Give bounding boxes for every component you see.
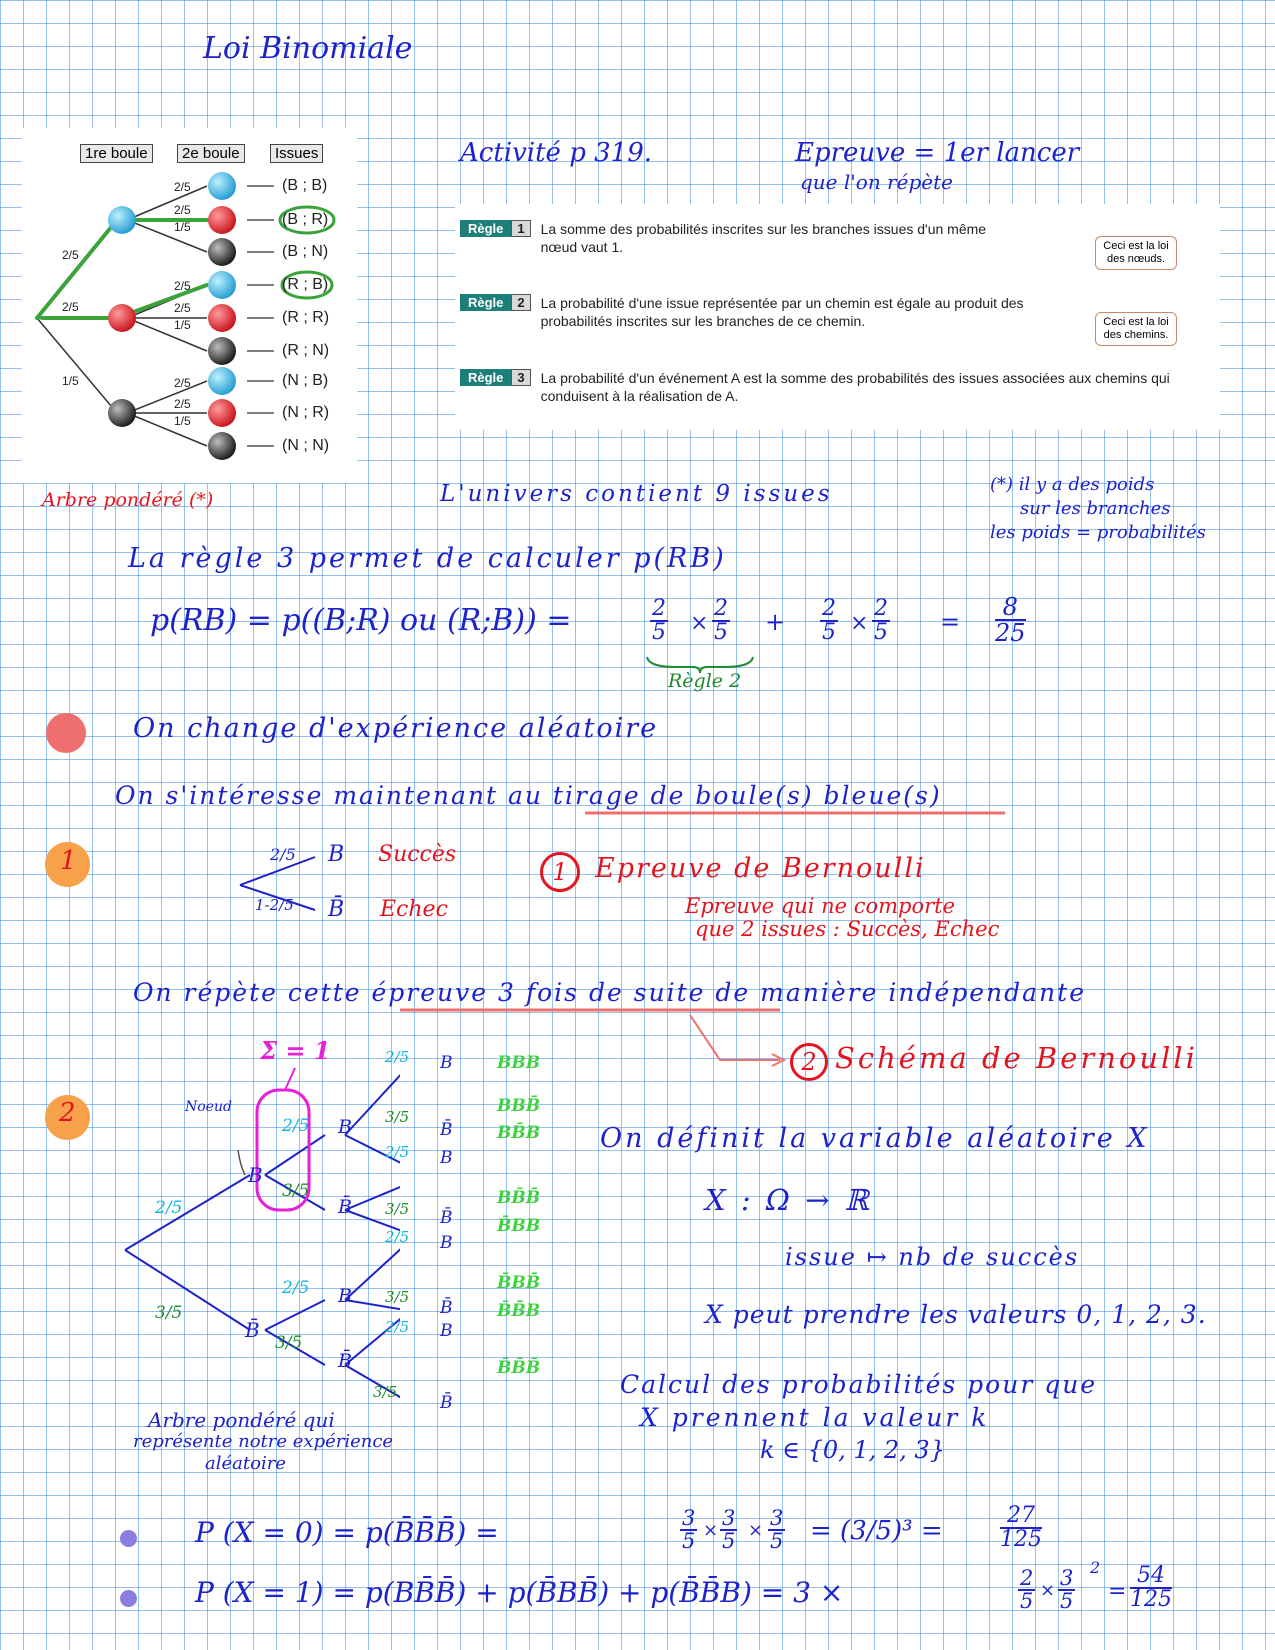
regle3-note: La règle 3 permet de calculer p(RB) bbox=[128, 543, 727, 574]
star-note-1: (*) il y a des poids bbox=[990, 474, 1155, 495]
scheme-tree bbox=[120, 1050, 400, 1430]
scheme-last-2: 3/5 bbox=[385, 1108, 410, 1126]
p1-square: 2 bbox=[1090, 1558, 1101, 1577]
rule-1-tag: Règle bbox=[460, 220, 511, 237]
issue-map-note: issue ↦ nb de succès bbox=[785, 1243, 1080, 1271]
p0-times-2: × bbox=[748, 1520, 764, 1541]
scheme-mid-node-1: B bbox=[338, 1116, 352, 1138]
prb-frac-3: $\frac{2}{5}$ bbox=[822, 596, 836, 645]
scheme-node-b: B bbox=[248, 1163, 263, 1187]
interest-note: On s'intéresse maintenant au tirage de boule(s) bleue(s) bbox=[115, 781, 942, 810]
repete-note: On répète cette épreuve 3 fois de suite de manière indépendante bbox=[133, 978, 1086, 1007]
arbre-note-3: aléatoire bbox=[205, 1453, 286, 1474]
circled-two: 2 bbox=[790, 1043, 828, 1081]
header-second-ball: 2e boule bbox=[177, 144, 245, 163]
header-issues: Issues bbox=[270, 144, 323, 163]
circled-one: 1 bbox=[540, 852, 580, 892]
outcome-6: B̄BB̄ bbox=[497, 1273, 541, 1293]
scheme-leaf-8: B̄ bbox=[440, 1393, 453, 1413]
prob-s1b: 2/5 bbox=[174, 203, 191, 217]
prob-s2b: 2/5 bbox=[174, 301, 191, 315]
bernoulli-def-1: Epreuve qui ne comporte bbox=[685, 894, 956, 918]
issue-1: (B ; B) bbox=[282, 177, 328, 194]
salmon-bullet bbox=[46, 713, 86, 753]
univers-note: L'univers contient 9 issues bbox=[440, 481, 833, 507]
p1-frac-1: $\frac{2}{5}$ bbox=[1020, 1566, 1034, 1613]
prob-s2a: 2/5 bbox=[174, 279, 191, 293]
outcome-2: BBB̄ bbox=[497, 1096, 541, 1116]
scheme-last-3: 2/5 bbox=[385, 1143, 410, 1161]
issue-2: (B ; R) bbox=[282, 211, 329, 228]
change-note: On change d'expérience aléatoire bbox=[133, 713, 659, 744]
rule-1 bbox=[460, 220, 1021, 256]
p0-times-1: × bbox=[703, 1520, 719, 1541]
outcome-1: BBB bbox=[497, 1053, 541, 1073]
scheme-leaf-3: B bbox=[440, 1148, 453, 1168]
violet-bullet-1 bbox=[120, 1530, 137, 1547]
scheme-last-7: 2/5 bbox=[385, 1318, 410, 1336]
rule-3 bbox=[460, 369, 1191, 405]
violet-bullet-2 bbox=[120, 1590, 137, 1607]
scheme-mid-4: 3/5 bbox=[275, 1333, 303, 1353]
activity-epreuve-2: que l'on répète bbox=[800, 170, 953, 194]
prob-b1: 2/5 bbox=[62, 248, 79, 262]
p1-eq: = bbox=[1108, 1579, 1127, 1604]
issue-3: (B ; N) bbox=[282, 243, 329, 260]
textbook-tree-image bbox=[22, 128, 357, 483]
prb-frac-1: $\frac{2}{5}$ bbox=[652, 596, 666, 645]
rule-1-text: La somme des probabilités inscrites sur les branches issues d'un même nœud vaut 1. bbox=[540, 221, 987, 256]
rule-1-bubble: Ceci est la loi des nœuds. bbox=[1095, 236, 1177, 270]
issue-5: (R ; R) bbox=[282, 309, 330, 326]
rule-1-num: 1 bbox=[511, 220, 530, 237]
issue-6: (R ; N) bbox=[282, 342, 330, 359]
rule-3-tag: Règle bbox=[460, 369, 511, 386]
bern-prob-1: 2/5 bbox=[270, 845, 296, 864]
scheme-leaf-5: B bbox=[440, 1233, 453, 1253]
p0-lhs: P (X = 0) = p(B̄B̄B̄) = bbox=[195, 1516, 499, 1549]
scheme-last-1: 2/5 bbox=[385, 1048, 410, 1066]
calcul-1: Calcul des probabilités pour que bbox=[620, 1370, 1098, 1399]
regle2-label: Règle 2 bbox=[668, 670, 742, 692]
p1-lhs: P (X = 1) = p(BB̄B̄) + p(B̄BB̄) + p(B̄B̄B) = 3 × bbox=[195, 1576, 844, 1609]
schema-label: Schéma de Bernoulli bbox=[835, 1041, 1198, 1075]
prob-s1a: 2/5 bbox=[174, 180, 191, 194]
prb-plus: + bbox=[765, 608, 786, 636]
calcul-2: X prennent la valeur k bbox=[640, 1403, 990, 1432]
repete-underline-arrow bbox=[400, 1005, 830, 1085]
prob-s3c: 1/5 bbox=[174, 414, 191, 428]
outcome-4: BB̄B̄ bbox=[497, 1188, 541, 1208]
tree-caption: Arbre pondéré (*) bbox=[42, 489, 214, 511]
rules-image bbox=[455, 204, 1220, 430]
prb-frac-2: $\frac{2}{5}$ bbox=[714, 596, 728, 645]
scheme-leaf-2: B̄ bbox=[440, 1120, 453, 1140]
noeud-label: Noeud bbox=[185, 1099, 232, 1115]
p1-result: $\frac{54}{125}$ bbox=[1130, 1563, 1172, 1612]
prb-result: $\frac{8}{25}$ bbox=[995, 593, 1026, 647]
scheme-mid-1: 2/5 bbox=[282, 1116, 310, 1136]
prb-frac-4: $\frac{2}{5}$ bbox=[874, 596, 888, 645]
header-first-ball: 1re boule bbox=[80, 144, 153, 163]
prob-s1c: 1/5 bbox=[174, 220, 191, 234]
page-title: Loi Binomiale bbox=[203, 31, 413, 66]
scheme-leaf-1: B bbox=[440, 1053, 453, 1073]
outcome-5: B̄BB bbox=[497, 1216, 541, 1236]
arbre-note-1: Arbre pondéré qui bbox=[148, 1408, 335, 1432]
bernoulli-label: Epreuve de Bernoulli bbox=[595, 853, 926, 884]
prb-lhs: p(RB) = p((B;R) ou (R;B)) = bbox=[150, 603, 572, 638]
prb-times-1: × bbox=[690, 611, 709, 636]
orange-bullet-1-label: 1 bbox=[60, 846, 77, 876]
rule-3-num: 3 bbox=[511, 369, 530, 386]
prob-s3b: 2/5 bbox=[174, 397, 191, 411]
outcome-7: B̄B̄B bbox=[497, 1301, 541, 1321]
star-note-3: les poids = probabilités bbox=[990, 522, 1206, 543]
activity-epreuve: Epreuve = 1er lancer bbox=[795, 138, 1080, 168]
prob-b3: 1/5 bbox=[62, 374, 79, 388]
scheme-last-8: 3/5 bbox=[373, 1383, 398, 1401]
p1-times: × bbox=[1040, 1580, 1056, 1601]
p0-frac-2: $\frac{3}{5}$ bbox=[722, 1506, 736, 1553]
prb-times-2: × bbox=[850, 611, 869, 636]
rule-2-tag: Règle bbox=[460, 294, 511, 311]
prob-s2c: 1/5 bbox=[174, 318, 191, 332]
p0-rhs: = (3/5)³ = bbox=[810, 1516, 943, 1546]
scheme-mid-node-2: B̄ bbox=[338, 1196, 352, 1218]
prb-eq: = bbox=[940, 608, 961, 636]
arbre-note-2: représente notre expérience bbox=[133, 1431, 394, 1452]
scheme-mid-node-3: B bbox=[338, 1285, 352, 1307]
scheme-mid-3: 2/5 bbox=[282, 1278, 310, 1298]
xmap-note: X : Ω → ℝ bbox=[705, 1183, 872, 1217]
activity-ref: Activité p 319. bbox=[460, 138, 653, 168]
scheme-leaf-6: B̄ bbox=[440, 1298, 453, 1318]
p0-frac-3: $\frac{3}{5}$ bbox=[770, 1506, 784, 1553]
scheme-last-6: 3/5 bbox=[385, 1288, 410, 1306]
rule-2-num: 2 bbox=[511, 294, 530, 311]
rule-3-text: La probabilité d'un événement A est la somme des probabilités des issues associées aux chemins qui conduisent à la réalisation de A. bbox=[540, 370, 1170, 405]
outcome-3: BB̄B bbox=[497, 1123, 541, 1143]
p0-frac-1: $\frac{3}{5}$ bbox=[682, 1506, 696, 1553]
issue-7: (N ; B) bbox=[282, 372, 329, 389]
scheme-l1-top: 2/5 bbox=[155, 1198, 183, 1218]
bern-node-b: B bbox=[328, 842, 345, 867]
p1-frac-2: $\frac{3}{5}$ bbox=[1060, 1566, 1074, 1613]
rule-2 bbox=[460, 294, 1041, 330]
scheme-last-5: 2/5 bbox=[385, 1228, 410, 1246]
sigma-label: Σ = 1 bbox=[260, 1036, 331, 1065]
scheme-mid-2: 3/5 bbox=[282, 1181, 310, 1201]
rule-2-bubble: Ceci est la loi des chemins. bbox=[1095, 312, 1177, 346]
issue-4: (R ; B) bbox=[282, 276, 329, 293]
interest-underline bbox=[585, 810, 1005, 816]
prob-s3a: 2/5 bbox=[174, 376, 191, 390]
issue-9: (N ; N) bbox=[282, 437, 330, 454]
calcul-3: k ∈ {0, 1, 2, 3} bbox=[760, 1436, 945, 1464]
bern-prob-2: 1-2/5 bbox=[255, 896, 294, 914]
bernoulli-def-2: que 2 issues : Succès, Echec bbox=[695, 917, 1000, 941]
bern-node-bbar: B̄ bbox=[328, 897, 345, 922]
defvar-note: On définit la variable aléatoire X bbox=[600, 1123, 1150, 1154]
succes-label: Succès bbox=[378, 842, 457, 867]
scheme-mid-node-4: B̄ bbox=[338, 1350, 352, 1372]
issue-8: (N ; R) bbox=[282, 404, 330, 421]
outcome-8: B̄B̄B̄ bbox=[497, 1358, 541, 1378]
scheme-node-bbar: B̄ bbox=[245, 1318, 260, 1342]
values-note: X peut prendre les valeurs 0, 1, 2, 3. bbox=[705, 1300, 1207, 1329]
rule-2-text: La probabilité d'une issue représentée par un chemin est égale au produit des probabilités inscrites sur les branches de ce chemin. bbox=[540, 295, 1024, 330]
echec-label: Echec bbox=[380, 897, 448, 922]
star-note-2: sur les branches bbox=[1020, 498, 1171, 519]
scheme-leaf-4: B̄ bbox=[440, 1208, 453, 1228]
scheme-l1-bottom: 3/5 bbox=[155, 1303, 183, 1323]
prob-b2: 2/5 bbox=[62, 300, 79, 314]
orange-bullet-2-label: 2 bbox=[59, 1098, 76, 1128]
p0-result: $\frac{27}{125}$ bbox=[1000, 1503, 1042, 1552]
scheme-leaf-7: B bbox=[440, 1321, 453, 1341]
scheme-last-4: 3/5 bbox=[385, 1200, 410, 1218]
